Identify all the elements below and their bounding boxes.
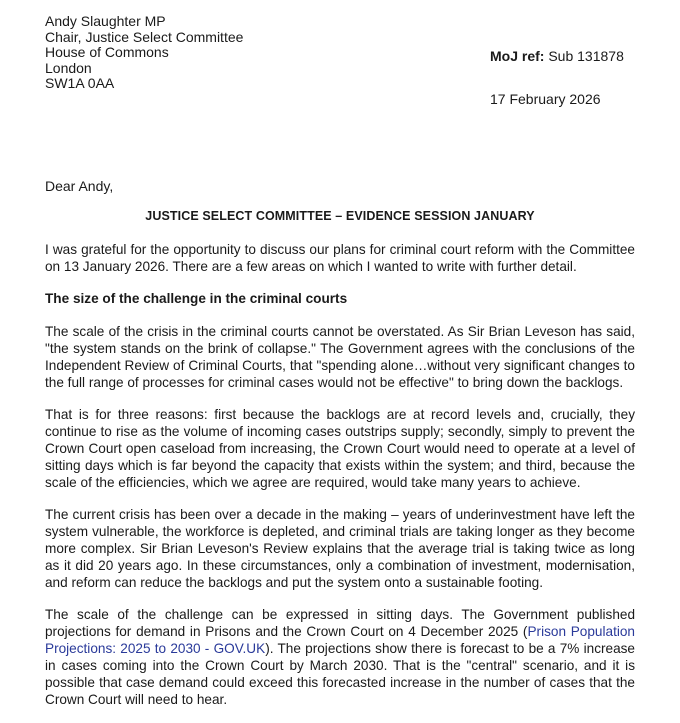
letter-body: [45, 241, 635, 723]
body-paragraph: The current crisis has been over a decade in the making – years of underinvestment have left the system vulnerable, the workforce is depleted, and criminal trials are taking longer as they become more complex. Sir Brian Leveson's Review explains that the average trial is taking twice as long as it did 20 years ago. In these circumstances, only a combination of investment, modernisation, and reform can reduce the backlogs and put the system onto a sustainable footing.: [45, 507, 635, 590]
recipient-name: Andy Slaughter MP: [45, 13, 166, 29]
reference: [490, 48, 624, 64]
section-heading: The size of the challenge in the criminal courts: [45, 291, 348, 306]
recipient-city: London: [45, 59, 92, 76]
projections-link[interactable]: Prison Population Projections: 2025 to 2030 - GOV.UK: [45, 624, 635, 656]
body-paragraph: That is for three reasons: first because the backlogs are at record levels and, crucially, they continue to rise as the volume of incoming cases outstrips supply; secondly, simply to prevent the Crown Court open caseload from increasing, the Crown Court would need to operate at a level of sitting days which is far beyond the capacity that exists within the system; and third, because the scale of the efficiencies, which we agree are required, would take many years to achieve.: [45, 407, 635, 490]
final-paragraph: [45, 606, 635, 708]
intro-paragraph: I was grateful for the opportunity to discuss our plans for criminal court reform with the Committee on 13 January 2026. There are a few areas on which I wanted to write with further detail.: [45, 242, 635, 274]
letter-date: 17 February 2026: [490, 91, 601, 107]
reference-label: MoJ ref:: [490, 48, 545, 64]
recipient-org: House of Commons: [45, 44, 169, 61]
body-paragraph: The scale of the crisis in the criminal courts cannot be overstated. As Sir Brian Leveson has said, "the system stands on the brink of collapse." The Government agrees with the conclusions of the Independent Review of Criminal Courts, that "spending alone…without very significant changes to the full range of processes for criminal cases would not be effective" to bring down the backlogs.: [45, 324, 635, 390]
salutation: Dear Andy,: [45, 178, 114, 194]
recipient-title: Chair, Justice Select Committee: [45, 28, 244, 45]
recipient-address: [45, 14, 243, 92]
reference-value: Sub 131878: [548, 48, 624, 64]
recipient-postcode: SW1A 0AA: [45, 75, 115, 92]
final-paragraph-text: ). The projections show there is forecast to be a 7% increase in cases coming into the Crown Court by March 2030. That is the "central" scenario, and it is possible that case demand could exceed this forecasted increase in the number of cases that the Crown Court will need to hear.: [45, 641, 635, 707]
final-paragraph-text: The scale of the challenge can be expressed in sitting days. The Government published projections for demand in Prisons and the Crown Court on 4 December 2025 (: [45, 607, 635, 639]
subject-line: JUSTICE SELECT COMMITTEE – EVIDENCE SESSION JANUARY: [145, 209, 535, 223]
